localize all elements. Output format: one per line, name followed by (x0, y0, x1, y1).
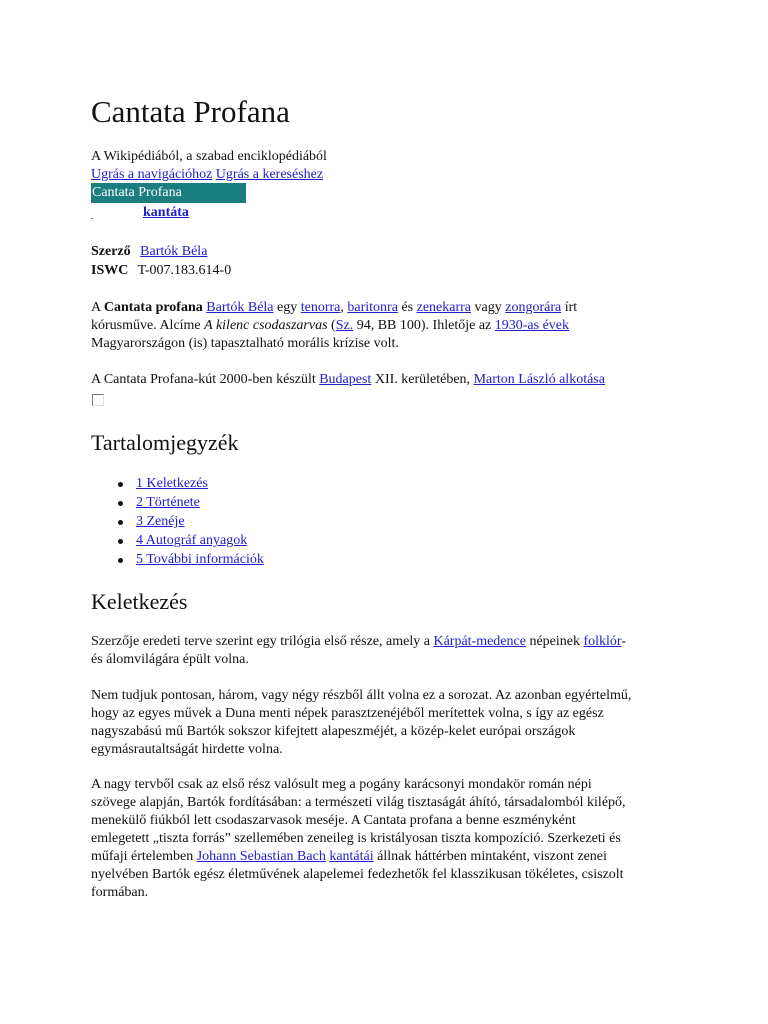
keletkezes-p3-line-3: menekülő fiúkból lett csodaszarvasok meséje. A Cantata profana a benne eszményként (91, 813, 576, 828)
keletkezes-p2-line-3: nagyszabású mű Bartók sokszor kifejtett alapeszméjét, a közép-kelet európai országok (91, 724, 576, 739)
infobox-row-composer (91, 243, 207, 261)
intro-paragraph-line-3: Magyarországon (is) tapasztalható morális krízise volt. (91, 336, 399, 351)
bold-title: Cantata profana (103, 300, 203, 315)
toc-link-keletkezes[interactable]: 1 Keletkezés (136, 476, 208, 491)
broken-image-icon (92, 394, 104, 406)
text: és (397, 300, 417, 315)
text: , (340, 300, 348, 315)
text: ( (327, 318, 336, 333)
table-of-contents (91, 475, 264, 570)
text: 94, BB 100). Ihletője az (353, 318, 495, 333)
intro-paragraph-line-1 (91, 299, 577, 317)
sz-link[interactable]: Sz. (335, 318, 354, 333)
infobox-key: ISWC (91, 263, 129, 278)
toc-link-tortenete[interactable]: 2 Története (136, 495, 200, 510)
piano-link[interactable]: zongorára (505, 300, 562, 315)
text: népeinek (525, 634, 584, 649)
keletkezes-p1-line-2: és álomvilágára épült volna. (91, 652, 249, 667)
infobox-title: Cantata Profana (91, 183, 246, 203)
infobox-type-link[interactable]: kantáta (143, 205, 189, 220)
section-heading-keletkezes: Keletkezés (91, 589, 188, 614)
toc-link-zeneje[interactable]: 3 Zenéje (136, 514, 185, 529)
marton-laszlo-link[interactable]: Marton László alkotása (473, 372, 605, 387)
infobox-key: Szerző (91, 244, 131, 259)
years-1930s-link[interactable]: 1930-as évek (494, 318, 570, 333)
bullet-icon (118, 501, 123, 506)
keletkezes-p3-line-2: szövege alapján, Bartók fordításában: a természeti világ tisztaságát áhító, társadalomból kilépő, (91, 795, 626, 810)
karpat-medence-link[interactable]: Kárpát-medence (433, 634, 526, 649)
skip-links (91, 166, 323, 184)
keletkezes-p1-line-1 (91, 633, 626, 651)
text: XII. kerületében, (371, 372, 474, 387)
text: írt (561, 300, 578, 315)
bullet-icon (118, 539, 123, 544)
keletkezes-p3-line-4: emlegetett „tiszta forrás” szellemében zeneileg is kristályosan tiszta kompozíció. Szerkezeti és (91, 831, 621, 846)
tenor-link[interactable]: tenorra (300, 300, 341, 315)
folklor-link[interactable]: folklór (583, 634, 622, 649)
budapest-link[interactable]: Budapest (319, 372, 372, 387)
infobox-row-iswc (91, 262, 231, 280)
bariton-link[interactable]: baritonra (347, 300, 398, 315)
text: - (621, 634, 626, 649)
bach-link[interactable]: Johann Sebastian Bach (196, 849, 326, 864)
text: vagy (471, 300, 506, 315)
kantatai-link[interactable]: kantátái (329, 849, 374, 864)
page-title: Cantata Profana (91, 94, 290, 129)
skip-to-search-link[interactable]: Ugrás a kereséshez (215, 167, 324, 182)
text: egy (273, 300, 301, 315)
bullet-icon (118, 482, 123, 487)
keletkezes-p3-line-7: formában. (91, 885, 149, 900)
iswc-value: T-007.183.614-0 (137, 263, 232, 278)
toc-item (91, 494, 264, 513)
keletkezes-p3-line-5 (91, 848, 607, 866)
text: A (91, 300, 104, 315)
composer-link[interactable]: Bartók Béla (206, 300, 274, 315)
keletkezes-p2-line-2: hogy az egyes művek a Duna menti népek parasztzenéjéből merítettek volna, s így az egész (91, 706, 604, 721)
keletkezes-p3-line-6: nyelvében Bartók egész életművének alapelemei fedezhetők fel klasszikusan tökéletes, csiszolt (91, 867, 624, 882)
text: Szerzője eredeti terve szerint egy trilógia első része, amely a (91, 634, 434, 649)
skip-to-navigation-link[interactable]: Ugrás a navigációhoz (91, 167, 213, 182)
intro-paragraph-line-2 (91, 317, 569, 335)
bullet-icon (118, 520, 123, 525)
intro-paragraph-2 (91, 371, 605, 389)
toc-link-tovabbi[interactable]: 5 További információk (136, 552, 264, 567)
text: A Cantata Profana-kút 2000-ben készült (91, 372, 320, 387)
text: állnak háttérben mintaként, viszont zenei (373, 849, 607, 864)
subtitle-italic: A kilenc csodaszarvas (204, 318, 328, 333)
keletkezes-p2-line-4: egymásrautaltságát hirdette volna. (91, 742, 283, 757)
bullet-icon (118, 558, 123, 563)
toc-heading: Tartalomjegyzék (91, 430, 239, 455)
toc-item (91, 551, 264, 570)
orchestra-link[interactable]: zenekarra (416, 300, 472, 315)
keletkezes-p2-line-1: Nem tudjuk pontosan, három, vagy négy részből állt volna ez a sorozat. Az azonban egyértelmű, (91, 688, 632, 703)
text: műfaji értelemben (91, 849, 197, 864)
keletkezes-p3-line-1: A nagy tervből csak az első rész valósult meg a pogány karácsonyi mondakör román népi (91, 777, 592, 792)
composer-link[interactable]: Bartók Béla (140, 244, 208, 259)
toc-item (91, 532, 264, 551)
site-tagline: A Wikipédiából, a szabad enciklopédiából (91, 149, 327, 164)
toc-item (91, 513, 264, 532)
toc-item (91, 475, 264, 494)
infobox-image-placeholder (91, 218, 93, 219)
toc-link-autograf[interactable]: 4 Autográf anyagok (136, 533, 248, 548)
text: kórusműve. Alcíme (91, 318, 205, 333)
